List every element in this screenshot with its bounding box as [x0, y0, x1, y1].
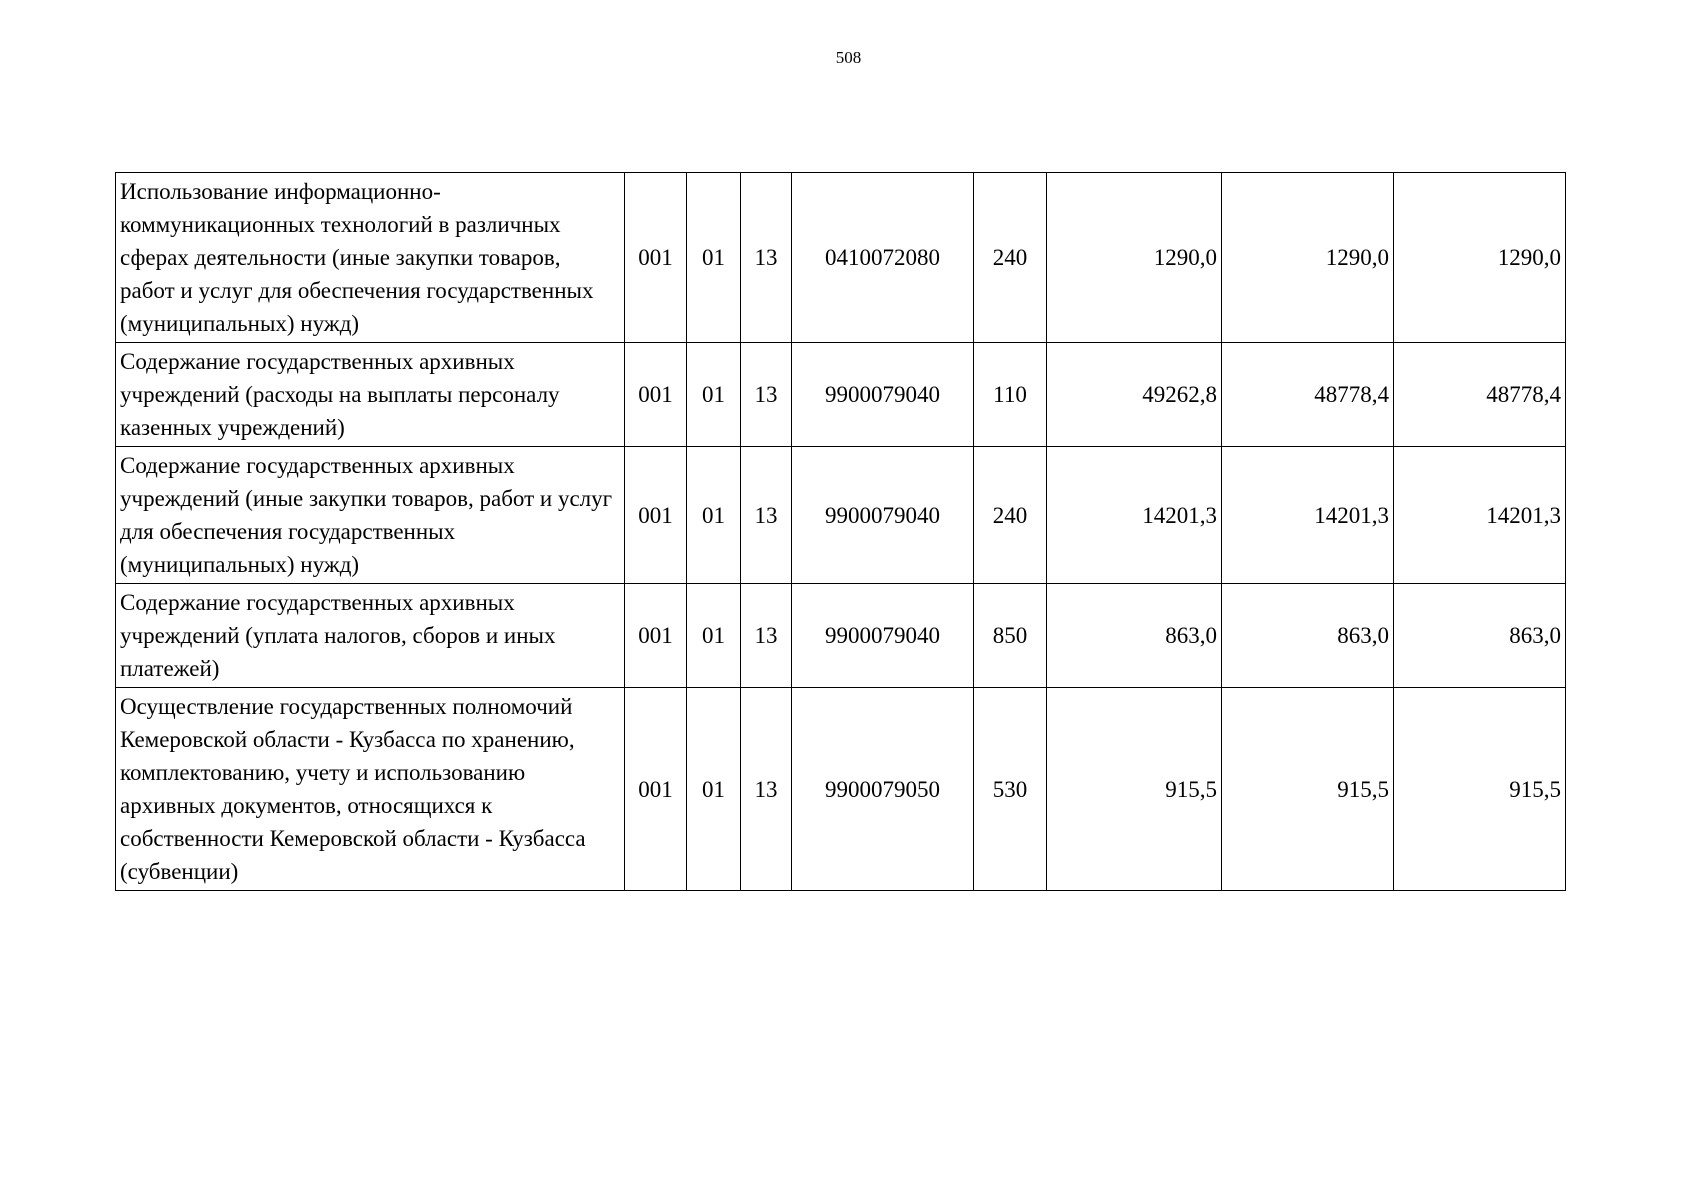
page-number: 508	[835, 48, 862, 67]
section-code: 01	[687, 173, 741, 343]
amount-year-2: 1290,0	[1222, 173, 1394, 343]
target-article-code: 9900079040	[792, 447, 974, 584]
amount-year-2: 863,0	[1222, 584, 1394, 688]
amount-year-2: 48778,4	[1222, 343, 1394, 447]
amount-year-3: 1290,0	[1394, 173, 1566, 343]
subsection-code: 13	[741, 447, 792, 584]
expense-type-code: 110	[974, 343, 1047, 447]
section-code: 01	[687, 447, 741, 584]
amount-year-3: 863,0	[1394, 584, 1566, 688]
subsection-code: 13	[741, 584, 792, 688]
table-row	[116, 173, 1566, 343]
table-row	[116, 688, 1566, 891]
table-row	[116, 343, 1566, 447]
section-code: 01	[687, 584, 741, 688]
target-article-code: 9900079050	[792, 688, 974, 891]
expense-type-code: 240	[974, 447, 1047, 584]
table-row	[116, 447, 1566, 584]
subsection-code: 13	[741, 688, 792, 891]
amount-year-2: 14201,3	[1222, 447, 1394, 584]
expense-type-code: 850	[974, 584, 1047, 688]
target-article-code: 0410072080	[792, 173, 974, 343]
ministry-code: 001	[625, 584, 687, 688]
subsection-code: 13	[741, 173, 792, 343]
table-row	[116, 584, 1566, 688]
target-article-code: 9900079040	[792, 584, 974, 688]
ministry-code: 001	[625, 173, 687, 343]
amount-year-1: 1290,0	[1047, 173, 1222, 343]
ministry-code: 001	[625, 688, 687, 891]
budget-table	[115, 172, 1566, 891]
amount-year-1: 915,5	[1047, 688, 1222, 891]
amount-year-3: 48778,4	[1394, 343, 1566, 447]
amount-year-1: 14201,3	[1047, 447, 1222, 584]
amount-year-1: 863,0	[1047, 584, 1222, 688]
subsection-code: 13	[741, 343, 792, 447]
section-code: 01	[687, 688, 741, 891]
amount-year-1: 49262,8	[1047, 343, 1222, 447]
expense-type-code: 240	[974, 173, 1047, 343]
amount-year-3: 14201,3	[1394, 447, 1566, 584]
expense-description: Содержание государственных архивных учреждений (расходы на выплаты персоналу казенных учреждений)	[116, 343, 625, 447]
expense-description: Содержание государственных архивных учреждений (иные закупки товаров, работ и услуг для обеспечения государственных (муниципальных) нужд)	[116, 447, 625, 584]
expense-type-code: 530	[974, 688, 1047, 891]
ministry-code: 001	[625, 447, 687, 584]
ministry-code: 001	[625, 343, 687, 447]
amount-year-3: 915,5	[1394, 688, 1566, 891]
expense-description: Содержание государственных архивных учреждений (уплата налогов, сборов и иных платежей)	[116, 584, 625, 688]
expense-description: Осуществление государственных полномочий Кемеровской области - Кузбасса по хранению, комплектованию, учету и использованию архивных документов, относящихся к собственности Кемеровской области - Кузбасса (субвенции)	[116, 688, 625, 891]
section-code: 01	[687, 343, 741, 447]
amount-year-2: 915,5	[1222, 688, 1394, 891]
target-article-code: 9900079040	[792, 343, 974, 447]
expense-description: Использование информационно-коммуникационных технологий в различных сферах деятельности (иные закупки товаров, работ и услуг для обеспечения государственных (муниципальных) нужд)	[116, 173, 625, 343]
